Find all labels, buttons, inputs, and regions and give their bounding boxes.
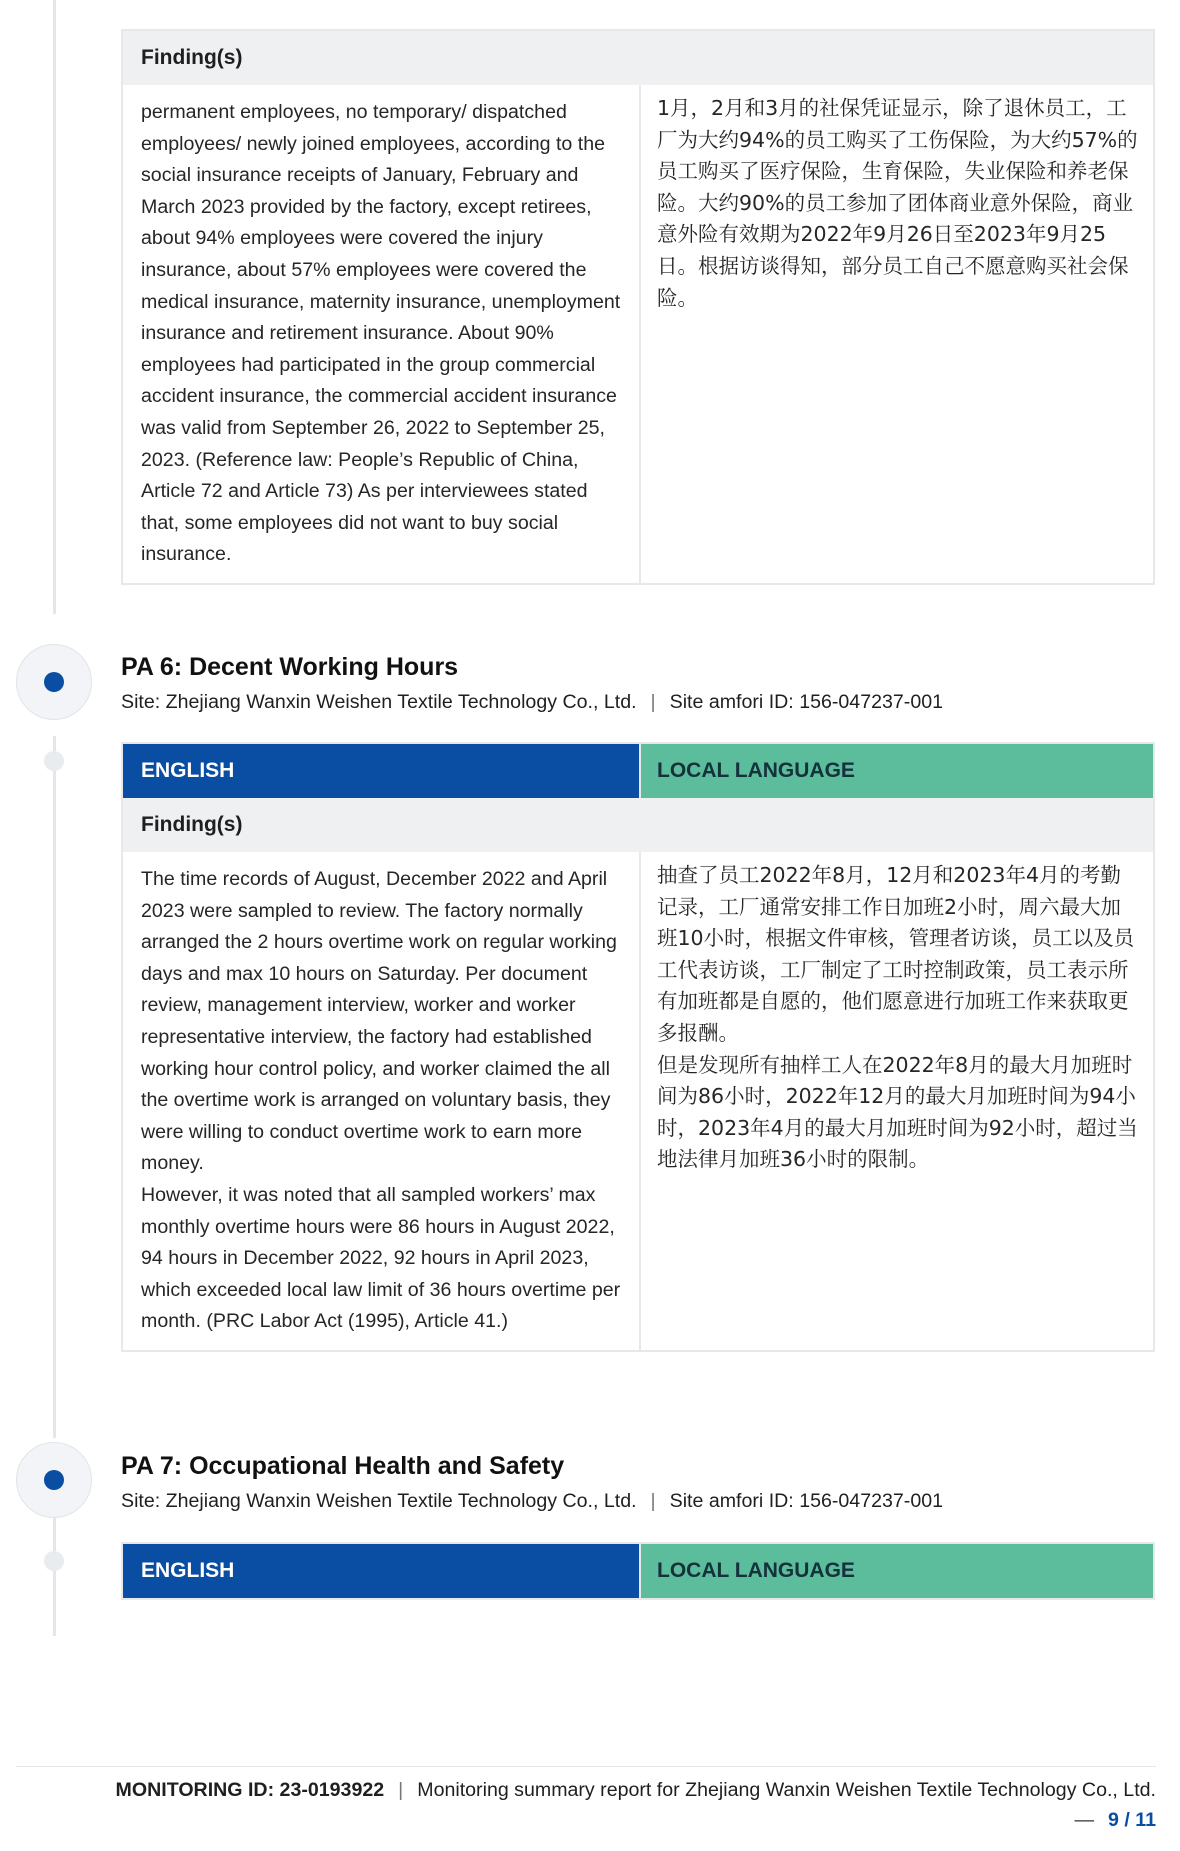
findings-body	[123, 85, 1153, 583]
findings-label: Finding(s)	[123, 798, 1153, 852]
finding-local-text: 抽查了员工2022年8月，12月和2023年4月的考勤记录，工厂通常安排工作日加班2小时，周六最大加班10小时，根据文件审核，管理者访谈，员工以及员工代表访谈，工厂制定了工时控制政策，员工表示所有加班都是自愿的，他们愿意进行加班工作来获取更多报酬。 但是发现所有抽样工人在2022年8月的最大月加班时间为86小时，2022年12月的最大月加班时间为94小时，2023年4月的最大月加班时间为92小时，超过当地法律月加班36小时的限制。	[639, 852, 1153, 1350]
site-name: Site: Zhejiang Wanxin Weishen Textile Technology Co., Ltd.	[121, 691, 637, 713]
page-dash: —	[1074, 1809, 1095, 1831]
page-number	[1074, 1809, 1156, 1832]
section-title-pa7: PA 7: Occupational Health and Safety	[121, 1452, 565, 1480]
header-local-language: LOCAL LANGUAGE	[639, 1544, 1153, 1598]
findings-label: Finding(s)	[123, 31, 1153, 85]
timeline-node-pa7	[16, 1442, 92, 1518]
timeline-line	[53, 0, 56, 614]
page-count: 9 / 11	[1108, 1809, 1156, 1831]
timeline-line	[53, 736, 56, 1438]
header-english: ENGLISH	[123, 744, 639, 798]
separator: |	[650, 1490, 656, 1512]
table-header	[123, 744, 1153, 798]
section-title-pa6: PA 6: Decent Working Hours	[121, 653, 459, 681]
timeline-marker	[44, 751, 64, 771]
header-local-language: LOCAL LANGUAGE	[639, 744, 1153, 798]
timeline-line	[53, 1516, 56, 1636]
header-english: ENGLISH	[123, 1544, 639, 1598]
section-site-line	[121, 1490, 943, 1513]
site-name: Site: Zhejiang Wanxin Weishen Textile Technology Co., Ltd.	[121, 1490, 637, 1512]
site-id: Site amfori ID: 156-047237-001	[669, 691, 944, 713]
findings-table-pa7	[121, 1542, 1155, 1600]
footer-divider	[16, 1766, 1156, 1767]
finding-english-text: permanent employees, no temporary/ dispatched employees/ newly joined employees, according to the social insurance receipts of January, February and March 2023 provided by the factory, except retirees, about 94% employees were covered the injury insurance, about 57% employees were covered the medical insurance, maternity insurance, unemployment insurance and retirement insurance. About 90% employees had participated in the group commercial accident insurance, the commercial accident insurance was valid from September 26, 2022 to September 25, 2023. (Reference law: People’s Republic of China, Article 72 and Article 73) As per interviewees stated that, some employees did not want to buy social insurance.	[141, 101, 621, 566]
footer	[116, 1779, 1156, 1802]
findings-table-pa5	[121, 29, 1155, 585]
timeline-dot	[44, 1470, 64, 1490]
monitoring-id: MONITORING ID: 23-0193922	[115, 1779, 385, 1801]
timeline-node-pa6	[16, 644, 92, 720]
finding-english-text: The time records of August, December 2022 and April 2023 were sampled to review. The factory normally arranged the 2 hours overtime work on regular working days and max 10 hours on Saturday. Per document review, management interview, worker and worker representative interview, the factory had established working hour control policy, and worker claimed the all the overtime work is arranged on voluntary basis, they were willing to conduct overtime work to earn more money. However, it was noted that all sampled workers’ max monthly overtime hours were 86 hours in August 2022, 94 hours in December 2022, 92 hours in April 2023, which exceeded local law limit of 36 hours overtime per month. (PRC Labor Act (1995), Article 41.)	[141, 868, 621, 1333]
section-site-line	[121, 691, 943, 714]
report-summary: Monitoring summary report for Zhejiang Wanxin Weishen Textile Technology Co., Ltd.	[417, 1779, 1156, 1801]
site-id: Site amfori ID: 156-047237-001	[669, 1490, 944, 1512]
finding-local-text: 1月，2月和3月的社保凭证显示，除了退休员工，工厂为大约94%的员工购买了工伤保险，为大约57%的员工购买了医疗保险，生育保险，失业保险和养老保险。大约90%的员工参加了团体商业意外保险，商业意外险有效期为2022年9月26日至2023年9月25日。根据访谈得知，部分员工自己不愿意购买社会保险。	[639, 85, 1153, 583]
timeline-marker	[44, 1551, 64, 1571]
timeline-dot	[44, 672, 64, 692]
separator: |	[398, 1779, 404, 1801]
separator: |	[650, 691, 656, 713]
findings-table-pa6	[121, 742, 1155, 1352]
findings-body	[123, 852, 1153, 1350]
table-header	[123, 1544, 1153, 1598]
